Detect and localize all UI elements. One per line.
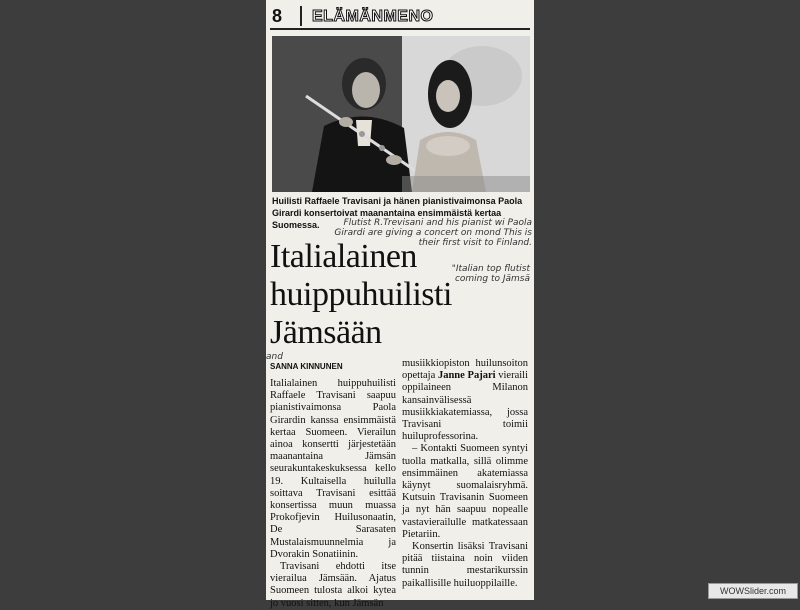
article-text: vieraili oppilaineen Milanon kansainvälisessä musiikkiakatemiassa, jossa Travisani toimii huiluprofessorina.: [402, 370, 528, 443]
page-number: 8: [272, 6, 302, 26]
article-paragraph: [402, 358, 528, 443]
headline-line-3: Jämsään: [270, 314, 382, 351]
headline-line-1: Italialainen: [270, 238, 417, 275]
section-name: ELÄMÄNMENO: [312, 8, 434, 25]
handwritten-note-headline: "Italian top flutist coming to Jämsä: [451, 264, 530, 284]
masthead: [270, 4, 530, 30]
article-paragraph: Italialainen huippuhuilisti Raffaele Travisani saapuu pianistivaimonsa Paola Girardin kanssa ensimmäistä kertaa Suomeen. Vierailun ainoa konsertti järjestetään maanantaina Jämsän seurakuntakeskuksessa kello 19. Kultaisella huilulla soittava Travisani esittää konsertissa muun muassa Prokofjevin Huilusonaatin, De Sarasaten Mustalaismuunnelmia ja Dvorakin Sonatiinin.: [270, 378, 396, 560]
article-paragraph: – Kontakti Suomeen syntyi tuolla matkalla, sillä olimme ensimmäinen akatemiassa käynyt suomalaisryhmä. Kutsuin Travisanin Suomeen ja nyt hän saapuu nopealle vastavierailulle matkatessaan Pietariin.: [402, 443, 528, 540]
teacher-name: Janne Pajari: [437, 370, 496, 382]
article-paragraph: Konsertin lisäksi Travisani pitää tiistaina noin viiden tunnin mestarikurssin paikallisille huiluoppilaille.: [402, 541, 528, 589]
article-column-right: [402, 358, 528, 590]
byline: SANNA KINNUNEN: [270, 362, 343, 371]
article-text: musiikkiopiston huilunsoiton opettaja: [402, 358, 528, 382]
watermark-link[interactable]: WOWSlider.com: [708, 583, 798, 599]
photo-illustration-icon: [272, 36, 530, 192]
headline: [270, 238, 470, 352]
photo-duo-flutist-pianist: [272, 36, 530, 192]
photo-caption: Huilisti Raffaele Travisani ja hänen pianistivaimonsa Paola Girardi konsertoivat maanantaina ensimmäistä kertaa Suomessa.: [272, 196, 523, 230]
handwritten-and: and: [266, 352, 283, 362]
headline-line-2: huippuhuilisti: [270, 276, 452, 313]
article-paragraph: Travisani ehdotti itse vierailua Jämsään. Ajatus Suomeen tulosta alkoi kytea jo vuosi sitten, kun Jämsän: [270, 561, 396, 609]
newspaper-clipping: [266, 0, 534, 609]
article-column-left: [270, 378, 396, 610]
handwritten-note-caption: Flutist R.Trevisani and his pianist wi Paola Girardi are giving a concert on mond This is their first visit to Finland.: [334, 218, 532, 248]
